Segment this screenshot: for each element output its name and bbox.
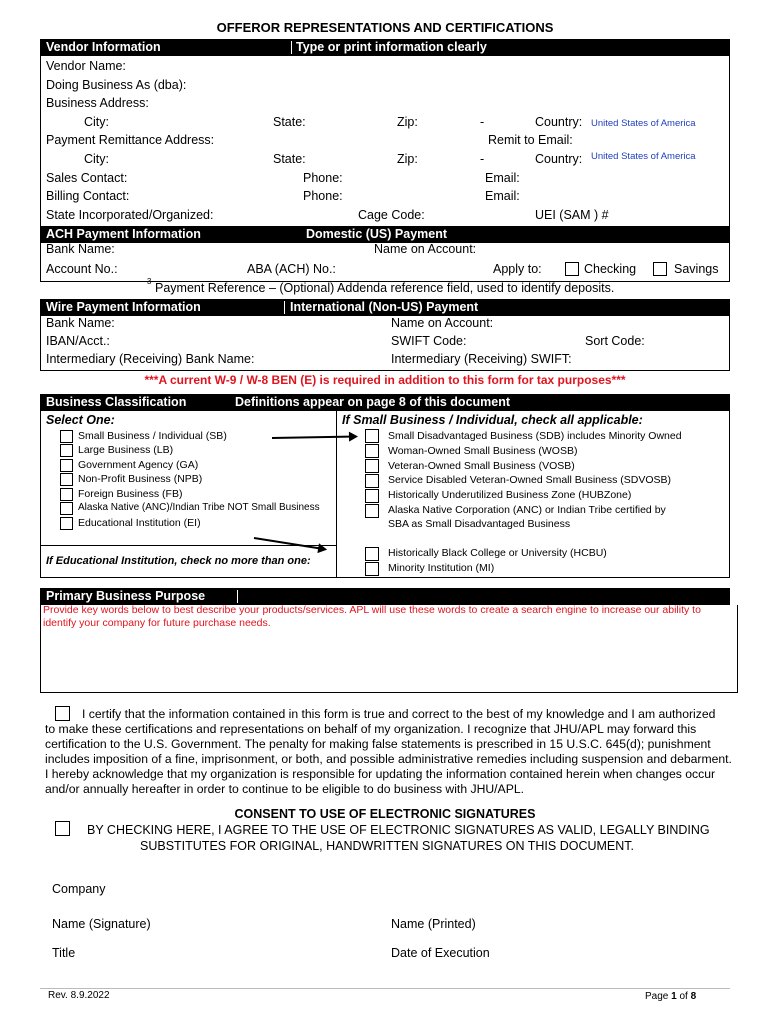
anc-not-sb-checkbox[interactable] (60, 502, 73, 515)
wosb-label: Woman-Owned Small Business (WOSB) (388, 445, 578, 457)
ga-checkbox[interactable] (60, 459, 73, 472)
consent-heading: CONSENT TO USE OF ELECTRONIC SIGNATURES (234, 807, 536, 821)
hubzone-label: Historically Underutilized Business Zone (HUBZone) (388, 489, 632, 501)
sdb-checkbox[interactable] (365, 429, 379, 443)
hbcu-label: Historically Black College or University (HCBU) (388, 547, 607, 559)
zip-dash: - (480, 115, 485, 129)
wosb-checkbox[interactable] (365, 444, 379, 458)
company-label: Company (52, 882, 106, 896)
page-number (645, 991, 696, 1002)
country-field[interactable]: United States of America (591, 118, 696, 129)
anc-not-sb-label: Alaska Native (ANC)/Indian Tribe NOT Small Business (78, 502, 320, 513)
state-label: State: (273, 115, 306, 129)
billing-email-label: Email: (485, 189, 520, 203)
consent-line-1: BY CHECKING HERE, I AGREE TO THE USE OF ELECTRONIC SIGNATURES AS VALID, LEGALLY BINDING (87, 823, 710, 837)
country-label: Country: (535, 115, 583, 129)
remit-state-label: State: (273, 152, 306, 166)
footer-divider (40, 988, 730, 989)
apply-to-label: Apply to: (493, 262, 542, 276)
form-title: OFFEROR REPRESENTATIONS AND CERTIFICATIONS (216, 20, 554, 35)
wire-header-label: Wire Payment Information (46, 300, 201, 314)
purpose-header (40, 588, 730, 605)
checking-checkbox[interactable] (565, 262, 579, 276)
business-address-label: Business Address: (46, 96, 149, 110)
billing-contact-label: Billing Contact: (46, 189, 130, 203)
page-total: 8 (690, 991, 697, 1002)
classification-header (40, 394, 730, 411)
consent-checkbox[interactable] (55, 821, 70, 836)
sales-phone-label: Phone: (303, 171, 343, 185)
checking-label: Checking (584, 262, 637, 276)
page-of: of (676, 991, 691, 1002)
account-no-label: Account No.: (46, 262, 118, 276)
page-prefix: Page (645, 991, 672, 1002)
purpose-instructions: Provide key words below to best describe your products/services. APL will use these words to create a search engine to increase our ability to identify your company for future purchase needs. (43, 604, 701, 629)
uei-label: UEI (SAM ) # (535, 208, 609, 222)
vendor-header-label: Vendor Information (46, 40, 161, 54)
remit-zip-dash: - (480, 152, 485, 166)
edu-heading: If Educational Institution, check no more than one: (46, 555, 311, 567)
savings-label: Savings (674, 262, 719, 276)
hubzone-checkbox[interactable] (365, 489, 379, 503)
ach-header-type: Domestic (US) Payment (306, 227, 448, 241)
certification-text: to make these certifications and representations on behalf of my organization. I recognize that JHU/APL may forward this certification to the U.S. Government. The penalty for making false statements is prescribed in 15 U.S.C. 645(d); punishment includes imposition of a fine, imprisonment, or both, and possible administrative remedies including suspension and debarment. I hereby acknowledge that my organization is responsible for updating the information contained herein when changes occur and/or annually hereafter in order to continue to be eligible to do business with JHU/APL. (45, 722, 732, 796)
footnote-marker: 3 (147, 277, 152, 286)
definitions-note: Definitions appear on page 8 of this document (235, 395, 511, 409)
sb-label: Small Business / Individual (SB) (78, 430, 227, 442)
iban-label: IBAN/Acct.: (46, 334, 110, 348)
dba-label: Doing Business As (dba): (46, 78, 187, 92)
sort-code-label: Sort Code: (585, 334, 645, 348)
revision-label: Rev. 8.9.2022 (48, 990, 110, 1001)
wire-name-on-account-label: Name on Account: (391, 316, 494, 330)
name-signature-label: Name (Signature) (52, 917, 151, 931)
intermediary-bank-label: Intermediary (Receiving) Bank Name: (46, 352, 255, 366)
sb-checkbox[interactable] (60, 430, 73, 443)
page-current: 1 (671, 991, 677, 1002)
ach-name-on-account-label: Name on Account: (374, 242, 477, 256)
zip-label: Zip: (397, 115, 418, 129)
vendor-info-header (40, 39, 730, 56)
ach-header-label: ACH Payment Information (46, 227, 201, 241)
vosb-checkbox[interactable] (365, 459, 379, 473)
sales-email-label: Email: (485, 171, 520, 185)
select-one-label: Select One: (46, 413, 115, 427)
remit-country-label: Country: (535, 152, 583, 166)
title-label: Title (52, 946, 76, 960)
wire-bank-name-label: Bank Name: (46, 316, 115, 330)
payment-remittance-label: Payment Remittance Address: (46, 133, 215, 147)
lb-checkbox[interactable] (60, 444, 73, 457)
swift-code-label: SWIFT Code: (391, 334, 467, 348)
sdvosb-label: Service Disabled Veteran-Owned Small Business (SDVOSB) (388, 474, 672, 486)
remit-city-label: City: (84, 152, 109, 166)
wire-header (40, 299, 730, 316)
remit-country-field[interactable]: United States of America (591, 151, 696, 162)
consent-line-2: SUBSTITUTES FOR ORIGINAL, HANDWRITTEN SIGNATURES ON THIS DOCUMENT. (140, 839, 635, 853)
intermediary-swift-label: Intermediary (Receiving) SWIFT: (391, 352, 572, 366)
sdvosb-checkbox[interactable] (365, 474, 379, 488)
city-label: City: (84, 115, 109, 129)
hbcu-checkbox[interactable] (365, 547, 379, 561)
anc-sdb-label: Alaska Native Corporation (ANC) or Indian Tribe certified by (388, 504, 666, 516)
anc-sdb-label-cont: SBA as Small Disadvantaged Business (388, 518, 571, 530)
certification-first-line: I certify that the information contained in this form is true and correct to the best of my knowledge and I am authorized (82, 707, 716, 721)
savings-checkbox[interactable] (653, 262, 667, 276)
ach-header (40, 226, 730, 243)
mi-checkbox[interactable] (365, 562, 379, 576)
remit-email-label: Remit to Email: (488, 133, 573, 147)
classification-header-label: Business Classification (46, 395, 187, 409)
payment-reference-note: Payment Reference – (Optional) Addenda reference field, used to identify deposits. (155, 281, 615, 295)
fb-checkbox[interactable] (60, 488, 73, 501)
npb-label: Non-Profit Business (NPB) (78, 473, 203, 485)
sdb-label: Small Disadvantaged Business (SDB) includes Minority Owned (388, 430, 682, 442)
ach-bank-name-label: Bank Name: (46, 242, 115, 256)
purpose-header-label: Primary Business Purpose (46, 589, 206, 603)
lb-label: Large Business (LB) (78, 444, 174, 456)
ga-label: Government Agency (GA) (78, 459, 199, 471)
wire-header-type: International (Non-US) Payment (290, 300, 479, 314)
remit-zip-label: Zip: (397, 152, 418, 166)
billing-phone-label: Phone: (303, 189, 343, 203)
vendor-header-instructions: Type or print information clearly (296, 40, 487, 54)
small-business-heading: If Small Business / Individual, check all applicable: (342, 413, 643, 427)
anc-sdb-checkbox[interactable] (365, 504, 379, 518)
vendor-name-label: Vendor Name: (46, 59, 126, 73)
state-incorporated-label: State Incorporated/Organized: (46, 208, 214, 222)
date-of-execution-label: Date of Execution (391, 946, 490, 960)
vosb-label: Veteran-Owned Small Business (VOSB) (388, 460, 575, 472)
certify-checkbox[interactable] (55, 706, 70, 721)
sales-contact-label: Sales Contact: (46, 171, 128, 185)
name-printed-label: Name (Printed) (391, 917, 476, 931)
cage-code-label: Cage Code: (358, 208, 425, 222)
mi-label: Minority Institution (MI) (388, 562, 495, 574)
ei-label: Educational Institution (EI) (78, 517, 201, 529)
npb-checkbox[interactable] (60, 473, 73, 486)
ei-checkbox[interactable] (60, 517, 73, 530)
fb-label: Foreign Business (FB) (78, 488, 183, 500)
tax-form-notice: ***A current W-9 / W-8 BEN (E) is required in addition to this form for tax purposes*** (144, 373, 626, 387)
aba-label: ABA (ACH) No.: (247, 262, 336, 276)
